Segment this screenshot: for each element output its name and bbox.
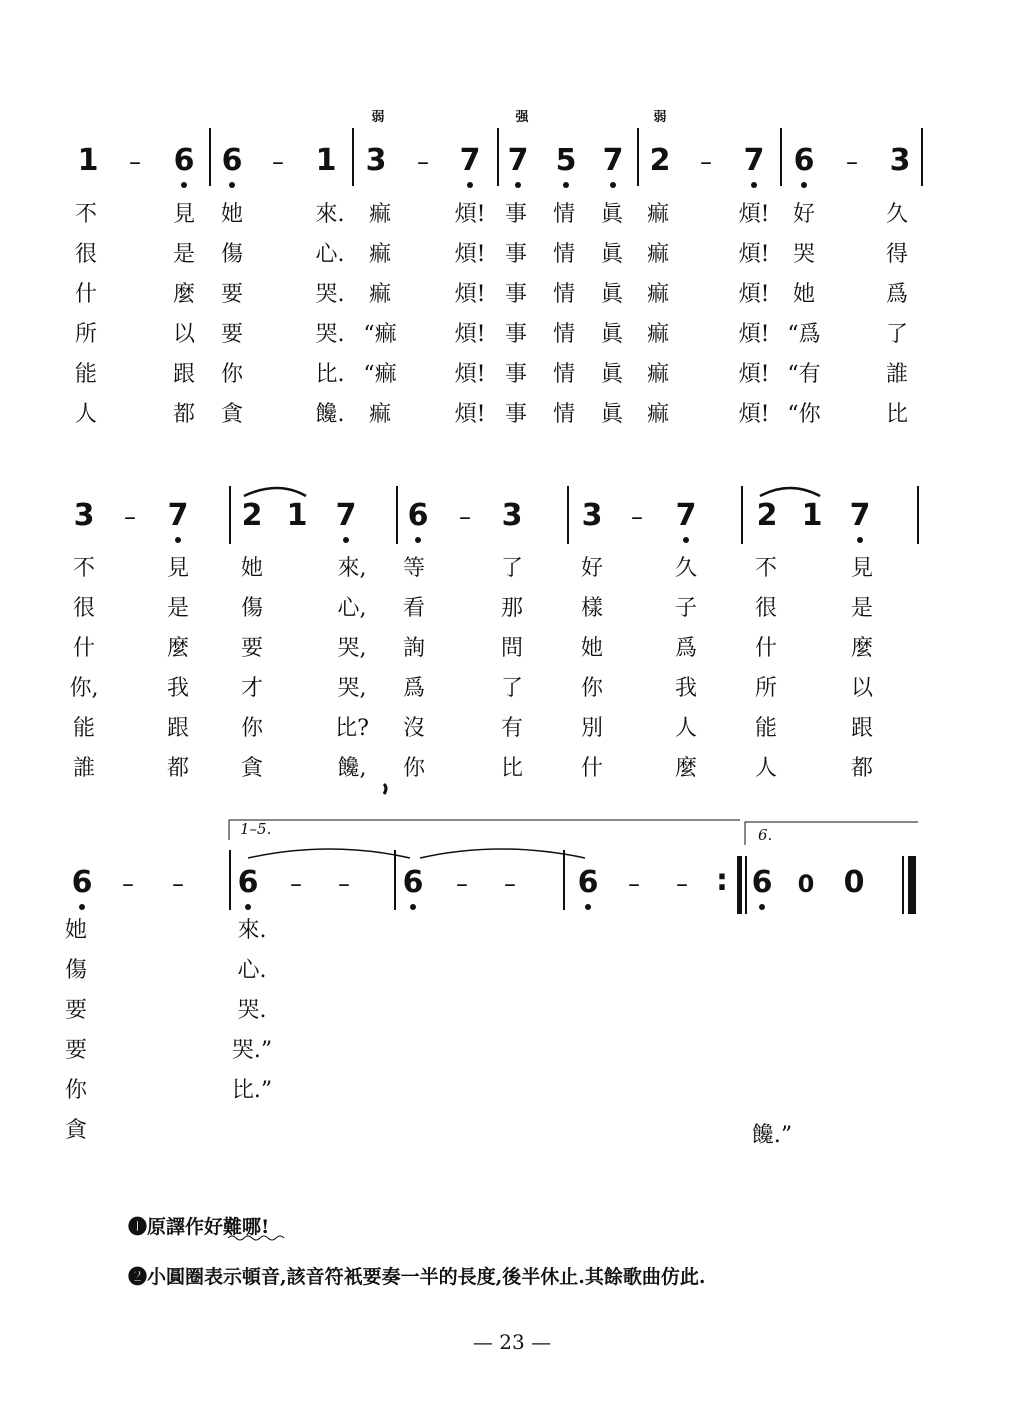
lyric-syllable: 哭. [315, 322, 345, 347]
lyric-syllable: 痲 [368, 282, 392, 307]
lyric-syllable: 能 [754, 716, 778, 741]
lyric-syllable: “你 [787, 402, 821, 427]
note: 5 [555, 143, 577, 178]
note-extension: – [124, 503, 136, 531]
lyric-syllable: 別 [580, 716, 604, 741]
volta-1-bracket [229, 820, 740, 840]
lyric-syllable: 要 [64, 1038, 88, 1063]
lyric-syllable: 要 [220, 322, 244, 347]
lyric-syllable: 哭. [315, 282, 345, 307]
lyric-syllable: 子 [674, 596, 698, 621]
lyric-syllable: 見 [166, 556, 190, 581]
note: 2 [241, 498, 263, 533]
lyric-syllable: 眞 [600, 402, 624, 427]
repeat-sign: : [716, 863, 728, 898]
dynamic-weak-1: 弱 [371, 110, 385, 125]
note: 7 [849, 498, 871, 533]
note: 3 [889, 143, 911, 178]
note: 6 [173, 143, 195, 178]
lyric-syllable: 來. [237, 918, 267, 943]
lyric-syllable: 麼 [850, 636, 874, 661]
note-extension: – [129, 148, 141, 176]
note-extension: – [338, 870, 350, 898]
lyric-syllable: 痲 [646, 322, 670, 347]
note: 7 [602, 143, 624, 178]
lyric-syllable: 誰 [885, 362, 909, 387]
lyric-syllable: 你 [580, 676, 604, 701]
note-extension: – [459, 503, 471, 531]
lyric-syllable: 事 [504, 322, 528, 347]
lyric-syllable: 心, [337, 596, 367, 621]
lyric-syllable: 來. [315, 202, 345, 227]
lyric-syllable: 跟 [850, 716, 874, 741]
lyric-syllable: 哭. [237, 998, 267, 1023]
lyric-syllable: 你 [220, 362, 244, 387]
lyric-syllable: 煩! [738, 282, 770, 307]
note: 6 [71, 865, 93, 900]
note: 2 [756, 498, 778, 533]
lyric-syllable: 得 [885, 242, 909, 267]
lyric-syllable: 痲 [646, 282, 670, 307]
lyric-syllable: 以 [172, 322, 196, 347]
lyric-syllable: 比? [335, 716, 369, 741]
lyric-syllable: 情 [552, 282, 576, 307]
lyric-syllable: 饞. [315, 402, 345, 427]
note: 6 [751, 865, 773, 900]
lyric-syllable: 比 [500, 756, 524, 781]
breath-mark [384, 784, 386, 794]
note: 7 [167, 498, 189, 533]
lyric-syllable: 什 [580, 756, 604, 781]
lyric-syllable: 以 [850, 676, 874, 701]
lyric-syllable: 眞 [600, 282, 624, 307]
lyric-syllable: 久 [885, 202, 909, 227]
lyric-syllable: 我 [166, 676, 190, 701]
slur [420, 849, 585, 858]
lyric-syllable: 眞 [600, 322, 624, 347]
lyric-syllable: 很 [72, 596, 96, 621]
lyric-syllable: 有 [500, 716, 524, 741]
lyric-syllable: 痲 [646, 402, 670, 427]
lyric-syllable: 什 [74, 282, 98, 307]
lyric-syllable: 事 [504, 402, 528, 427]
lyric-syllable: 都 [166, 756, 190, 781]
note: 6 [221, 143, 243, 178]
note-extension: – [676, 870, 688, 898]
volta-2-bracket [745, 822, 918, 845]
lyric-syllable: 能 [72, 716, 96, 741]
note-extension: – [172, 870, 184, 898]
lyric-syllable: 比 [885, 402, 909, 427]
note: 7 [335, 498, 357, 533]
note: 3 [581, 498, 603, 533]
lyric-syllable: 麼 [674, 756, 698, 781]
lyric-syllable: 很 [74, 242, 98, 267]
lyric-syllable: 是 [850, 596, 874, 621]
lyric-syllable: 眞 [600, 362, 624, 387]
lyric-syllable: 了 [500, 556, 524, 581]
note: 1 [801, 498, 823, 533]
lyric-syllable: 事 [504, 242, 528, 267]
lyric-syllable: “痲 [363, 322, 397, 347]
lyric-syllable: 要 [220, 282, 244, 307]
lyric-syllable: 心. [315, 242, 345, 267]
lyric-syllable: 要 [240, 636, 264, 661]
rest: 0 [843, 865, 865, 900]
lyric-syllable: 饞, [337, 756, 367, 781]
lyric-syllable: 沒 [402, 716, 426, 741]
slur [760, 488, 820, 496]
lyric-syllable: 煩! [454, 242, 486, 267]
note: 6 [402, 865, 424, 900]
lyric-syllable: 哭.” [231, 1038, 273, 1063]
lyric-syllable: 爲 [402, 676, 426, 701]
lyric-syllable: 人 [754, 756, 778, 781]
note-extension: – [417, 148, 429, 176]
lyric-syllable: 煩! [454, 202, 486, 227]
lyric-syllable: 我 [674, 676, 698, 701]
lyric-syllable: 那 [500, 596, 524, 621]
note: 1 [286, 498, 308, 533]
note-extension: – [456, 870, 468, 898]
note: 7 [507, 143, 529, 178]
lyric-syllable: 痲 [646, 202, 670, 227]
lyric-syllable: 哭 [792, 242, 816, 267]
lyric-syllable: 人 [674, 716, 698, 741]
lyric-syllable: 事 [504, 362, 528, 387]
lyric-syllable: 人 [74, 402, 98, 427]
note: 7 [675, 498, 697, 533]
lyric-syllable: 痲 [646, 362, 670, 387]
lyric-syllable: “痲 [363, 362, 397, 387]
note-extension: – [504, 870, 516, 898]
lyric-syllable: “有 [787, 362, 821, 387]
lyric-syllable: 了 [500, 676, 524, 701]
lyric-syllable: 情 [552, 202, 576, 227]
lyric-syllable: 都 [172, 402, 196, 427]
note: 3 [501, 498, 523, 533]
lyric-syllable: 是 [166, 596, 190, 621]
lyric-syllable: 麼 [166, 636, 190, 661]
lyric-syllable: 貪 [240, 756, 264, 781]
note: 1 [315, 143, 337, 178]
lyric-syllable: 久 [674, 556, 698, 581]
lyric-syllable: 事 [504, 282, 528, 307]
lyric-syllable: 你 [64, 1078, 88, 1103]
lyric-syllable: 是 [172, 242, 196, 267]
lyric-syllable: 不 [72, 556, 96, 581]
lyric-syllable: 情 [552, 322, 576, 347]
lyric-syllable: 哭, [337, 636, 367, 661]
note-extension: – [272, 148, 284, 176]
lyric-syllable: 哭, [337, 676, 367, 701]
lyric-syllable: 煩! [454, 282, 486, 307]
lyric-syllable: 不 [754, 556, 778, 581]
lyric-syllable: 她 [64, 918, 88, 943]
lyric-syllable: 情 [552, 362, 576, 387]
note: 6 [577, 865, 599, 900]
lyric-syllable: 很 [754, 596, 778, 621]
note: 3 [365, 143, 387, 178]
lyric-syllable: 所 [754, 676, 778, 701]
note: 3 [73, 498, 95, 533]
dynamic-weak-2: 弱 [653, 110, 667, 125]
lyric-syllable: 情 [552, 242, 576, 267]
lyric-syllable: 傷 [220, 242, 244, 267]
note-extension: – [846, 148, 858, 176]
lyric-syllable: 她 [792, 282, 816, 307]
lyric-syllable: 痲 [368, 202, 392, 227]
lyric-syllable: 眞 [600, 202, 624, 227]
lyric-syllable: 情 [552, 402, 576, 427]
lyric-syllable: 煩! [738, 242, 770, 267]
lyric-syllable: 跟 [166, 716, 190, 741]
lyric-syllable: 問 [500, 636, 524, 661]
rest-staccato: 0 [797, 870, 815, 898]
lyric-syllable: 都 [850, 756, 874, 781]
lyric-syllable: 她 [240, 556, 264, 581]
lyric-syllable: 你, [69, 676, 99, 701]
note: 6 [793, 143, 815, 178]
lyric-syllable: 爲 [674, 636, 698, 661]
lyric-syllable: 煩! [738, 402, 770, 427]
lyric-syllable: 事 [504, 202, 528, 227]
lyric-syllable: 煩! [454, 322, 486, 347]
lyric-syllable: 麼 [172, 282, 196, 307]
volta-1-label: 1–5. [240, 820, 272, 838]
lyric-final: 饞.” [751, 1123, 793, 1148]
footnote-2: ❷小圓圈表示頓音,該音符衹要奏一半的長度,後半休止.其餘歌曲仿此. [128, 1266, 706, 1288]
lyric-syllable: 什 [754, 636, 778, 661]
lyric-syllable: 見 [172, 202, 196, 227]
note-extension: – [628, 870, 640, 898]
lyric-syllable: 煩! [454, 362, 486, 387]
lyric-syllable: 傷 [64, 958, 88, 983]
lyric-syllable: 心. [237, 958, 267, 983]
lyric-syllable: 詢 [402, 636, 426, 661]
lyric-syllable: 傷 [240, 596, 264, 621]
lyric-syllable: 來, [337, 556, 367, 581]
lyric-syllable: 比. [315, 362, 345, 387]
dynamic-strong: 强 [515, 110, 529, 125]
lyric-syllable: 誰 [72, 756, 96, 781]
lyric-syllable: 好 [580, 556, 604, 581]
lyric-syllable: “爲 [787, 322, 821, 347]
footnote-1: ❶原譯作好難哪! [128, 1216, 270, 1238]
lyric-syllable: 痲 [646, 242, 670, 267]
lyric-syllable: 煩! [738, 202, 770, 227]
lyric-syllable: 要 [64, 998, 88, 1023]
lyric-syllable: 能 [74, 362, 98, 387]
note: 7 [743, 143, 765, 178]
lyric-syllable: 她 [580, 636, 604, 661]
note-extension: – [290, 870, 302, 898]
lyric-syllable: 痲 [368, 242, 392, 267]
lyric-syllable: 不 [74, 202, 98, 227]
note-extension: – [700, 148, 712, 176]
note: 6 [407, 498, 429, 533]
lyric-syllable: 比.” [231, 1078, 273, 1103]
lyric-syllable: 才 [240, 676, 264, 701]
lyric-syllable: 了 [885, 322, 909, 347]
lyric-syllable: 什 [72, 636, 96, 661]
lyric-syllable: 樣 [580, 596, 604, 621]
note: 2 [649, 143, 671, 178]
lyric-syllable: 煩! [454, 402, 486, 427]
note-extension: – [631, 503, 643, 531]
lyric-syllable: 看 [402, 596, 426, 621]
lyric-syllable: 見 [850, 556, 874, 581]
page-number: — 23 — [472, 1330, 552, 1354]
lyric-syllable: 煩! [738, 322, 770, 347]
lyric-syllable: 所 [74, 322, 98, 347]
lyric-syllable: 爲 [885, 282, 909, 307]
lyric-syllable: 她 [220, 202, 244, 227]
note: 1 [77, 143, 99, 178]
lyric-syllable: 跟 [172, 362, 196, 387]
note: 7 [459, 143, 481, 178]
lyric-syllable: 貪 [220, 402, 244, 427]
lyric-syllable: 眞 [600, 242, 624, 267]
slur [244, 488, 306, 496]
lyric-syllable: 你 [240, 716, 264, 741]
lyric-syllable: 你 [402, 756, 426, 781]
lyric-syllable: 好 [792, 202, 816, 227]
lyric-syllable: 煩! [738, 362, 770, 387]
note-extension: – [122, 870, 134, 898]
lyric-syllable: 等 [402, 556, 426, 581]
note: 6 [237, 865, 259, 900]
lyric-syllable: 痲 [368, 402, 392, 427]
lyric-syllable: 貪 [64, 1118, 88, 1143]
slur [248, 849, 410, 858]
volta-2-label: 6. [758, 826, 773, 844]
